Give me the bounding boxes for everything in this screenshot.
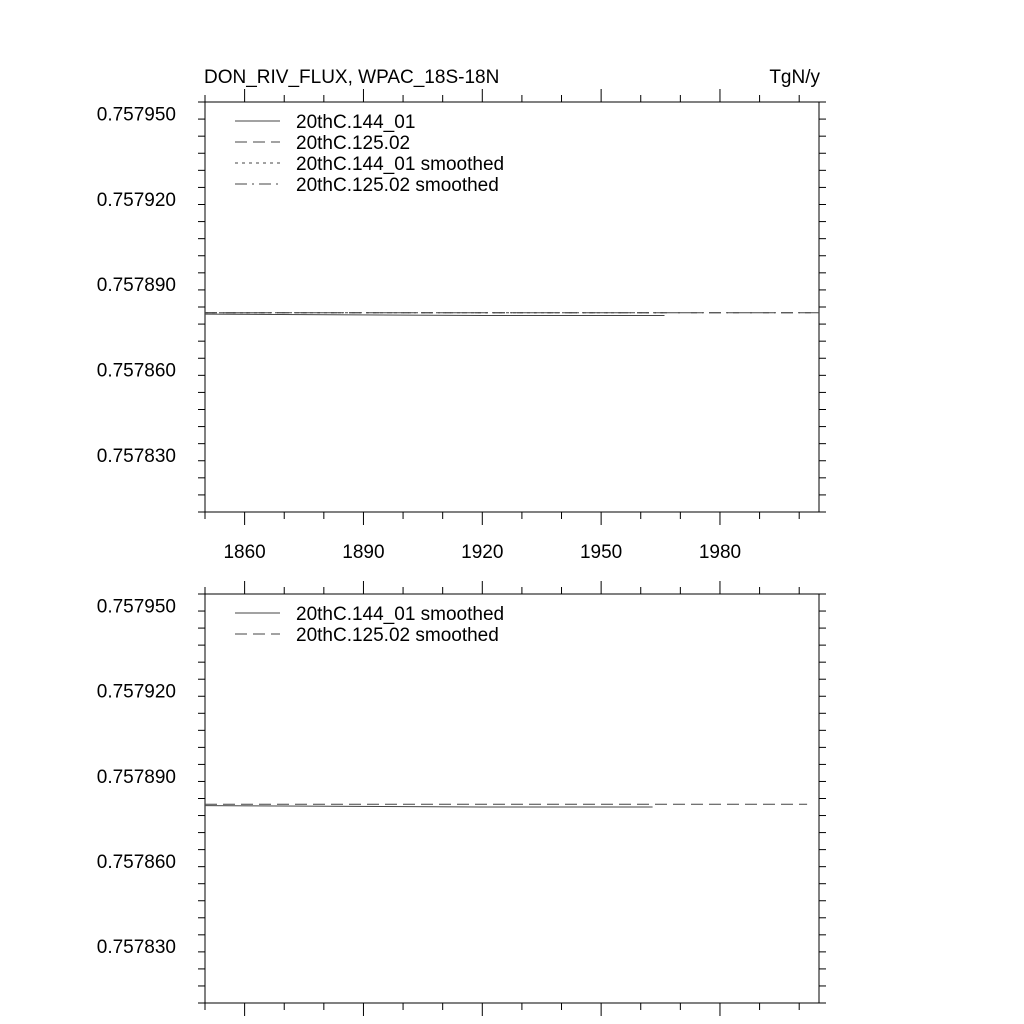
x-tick-label: 1980	[698, 542, 742, 563]
legend-label: 20thC.125.02	[296, 133, 411, 154]
y-tick-label: 0.757890	[96, 275, 176, 297]
y-tick-label: 0.757920	[96, 189, 176, 211]
y-tick-label: 0.757830	[96, 937, 176, 959]
y-tick-label: 0.757920	[96, 681, 176, 703]
x-tick-label: 1860	[223, 542, 266, 563]
panel-bottom	[97, 581, 826, 1016]
x-tick-label: 1950	[579, 542, 623, 563]
legend-label: 20thC.144_01 smoothed	[296, 604, 505, 625]
y-tick-label: 0.757950	[96, 596, 176, 618]
y-tick-label: 0.757860	[96, 360, 176, 382]
x-tick-label: 1890	[342, 542, 385, 563]
legend-label: 20thC.125.02 smoothed	[296, 625, 499, 646]
units-label: TgN/y	[769, 67, 820, 88]
panel-top	[97, 89, 826, 563]
legend-label: 20thC.144_01 smoothed	[296, 154, 505, 175]
x-tick-label: 1920	[461, 542, 504, 563]
legend-label: 20thC.144_01	[296, 112, 416, 133]
plot-frame	[205, 594, 819, 1003]
series-line	[205, 806, 653, 807]
legend-label: 20thC.125.02 smoothed	[296, 175, 499, 196]
y-tick-label: 0.757950	[96, 104, 176, 126]
y-tick-label: 0.757860	[96, 851, 176, 873]
series-line	[205, 314, 665, 315]
chart-title: DON_RIV_FLUX, WPAC_18S-18N	[204, 67, 500, 88]
y-tick-label: 0.757890	[96, 766, 176, 788]
y-tick-label: 0.757830	[96, 446, 176, 468]
